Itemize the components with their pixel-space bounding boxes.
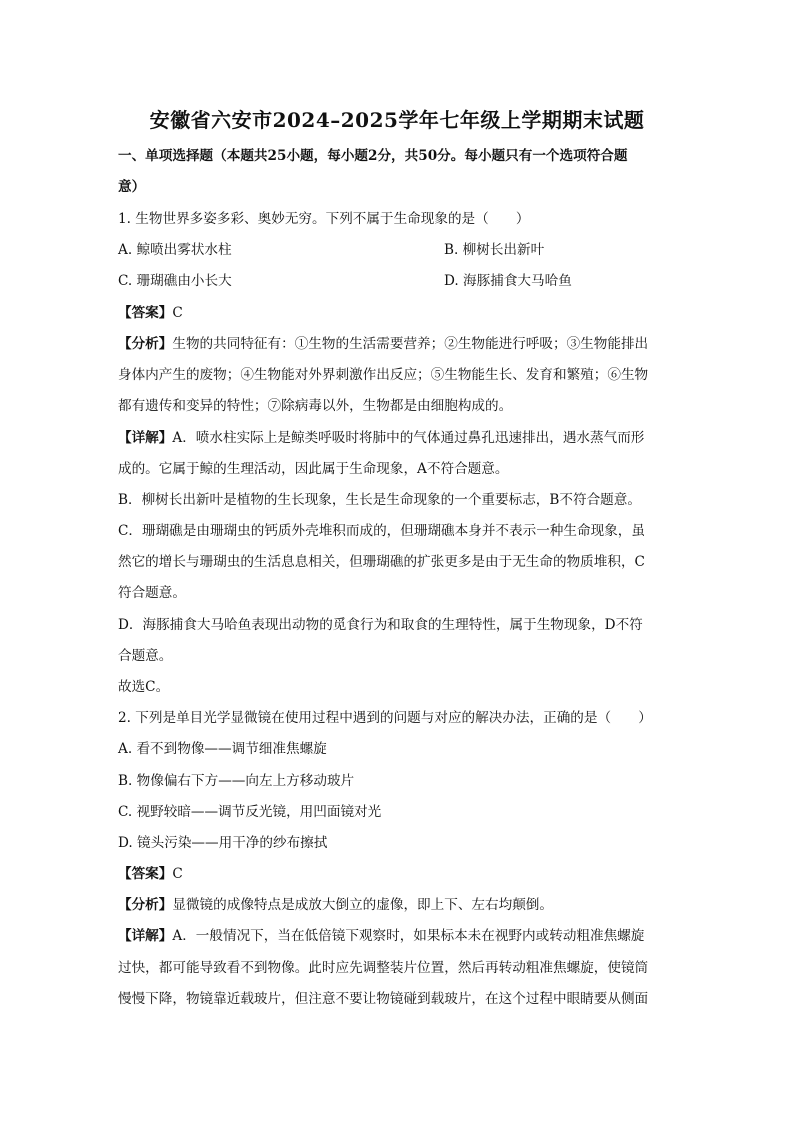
- section-heading-cont: 意）: [118, 179, 146, 195]
- q1-detail-line-2: 成的。它属于鲸的生理活动，因此属于生命现象，A不符合题意。: [118, 461, 509, 477]
- q1-answer: [118, 307, 183, 321]
- detail-tag: 【详解】: [118, 928, 173, 944]
- q2-option-a: A. 看不到物像——调节细准焦螺旋: [118, 741, 327, 757]
- q1-option-b: B. 柳树长出新叶: [444, 242, 545, 258]
- q2-detail-line-3: 慢慢下降，物镜靠近载玻片，但注意不要让物镜碰到载玻片，在这个过程中眼睛要从侧面: [118, 991, 649, 1007]
- q1-option-d: D. 海豚捕食大马哈鱼: [444, 273, 572, 289]
- q2-analysis-line-1: [118, 899, 553, 913]
- q1-detail-line-3: B．柳树长出新叶是植物的生长现象，生长是生命现象的一个重要标志，B不符合题意。: [118, 492, 641, 508]
- q2-answer: [118, 868, 183, 882]
- q1-detail-line-5: 然它的增长与珊瑚虫的生活息息相关，但珊瑚礁的扩张更多是由于无生命的物质堆积，C: [118, 554, 645, 570]
- q2-stem: 2. 下列是单目光学显微镜在使用过程中遇到的问题与对应的解决办法，正确的是（ ）: [118, 710, 652, 726]
- q2-option-d: D. 镜头污染——用干净的纱布擦拭: [118, 835, 328, 851]
- q2-option-c: C. 视野较暗——调节反光镜，用凹面镜对光: [118, 804, 382, 820]
- q1-detail-line-7: D．海豚捕食大马哈鱼表现出动物的觅食行为和取食的生理特性，属于生物现象，D不符: [118, 617, 643, 633]
- q2-detail-line-1: [118, 930, 644, 944]
- detail-text: A．喷水柱实际上是鲸类呼吸时将肺中的气体通过鼻孔迅速排出，遇水蒸气而形: [172, 430, 645, 446]
- detail-tag: 【详解】: [118, 430, 173, 446]
- q1-analysis-line-2: 身体内产生的废物；④生物能对外界刺激作出反应；⑤生物能生长、发育和繁殖；⑥生物: [118, 367, 649, 383]
- analysis-tag: 【分析】: [118, 897, 173, 913]
- q1-detail-line-6: 符合题意。: [118, 585, 186, 601]
- answer-value: C: [172, 866, 183, 882]
- q2-detail-line-2: 过快，都可能导致看不到物像。此时应先调整装片位置，然后再转动粗准焦螺旋，使镜筒: [118, 960, 649, 976]
- q1-option-c: C. 珊瑚礁由小长大: [118, 273, 232, 289]
- answer-tag: 【答案】: [118, 305, 173, 321]
- section-heading: 一、单项选择题（本题共25小题，每小题2分，共50分。每小题只有一个选项符合题: [118, 148, 628, 164]
- answer-value: C: [172, 305, 183, 321]
- q1-analysis-line-1: [118, 338, 648, 352]
- page-title: 安徽省六安市2024–2025学年七年级上学期期末试题: [149, 108, 645, 132]
- q1-analysis-line-3: 都有遗传和变异的特性；⑦除病毒以外，生物都是由细胞构成的。: [118, 398, 513, 414]
- q1-option-a: A. 鲸喷出雾状水柱: [118, 242, 232, 258]
- detail-text: A．一般情况下，当在低倍镜下观察时，如果标本未在视野内或转动粗准焦螺旋: [172, 928, 645, 944]
- q1-conclusion: 故选C。: [118, 679, 170, 695]
- analysis-tag: 【分析】: [118, 336, 173, 352]
- q1-detail-line-4: C．珊瑚礁是由珊瑚虫的钙质外壳堆积而成的，但珊瑚礁本身并不表示一种生命现象，虽: [118, 523, 645, 539]
- q1-detail-line-1: [118, 432, 644, 446]
- q1-stem: 1. 生物世界多姿多彩、奥妙无穷。下列不属于生命现象的是（ ）: [118, 211, 530, 227]
- answer-tag: 【答案】: [118, 866, 173, 882]
- analysis-text: 生物的共同特征有：①生物的生活需要营养；②生物能进行呼吸；③生物能排出: [172, 336, 649, 352]
- analysis-text: 显微镜的成像特点是成放大倒立的虚像，即上下、左右均颠倒。: [172, 897, 553, 913]
- q2-option-b: B. 物像偏右下方——向左上方移动玻片: [118, 773, 355, 789]
- q1-detail-line-8: 合题意。: [118, 648, 173, 664]
